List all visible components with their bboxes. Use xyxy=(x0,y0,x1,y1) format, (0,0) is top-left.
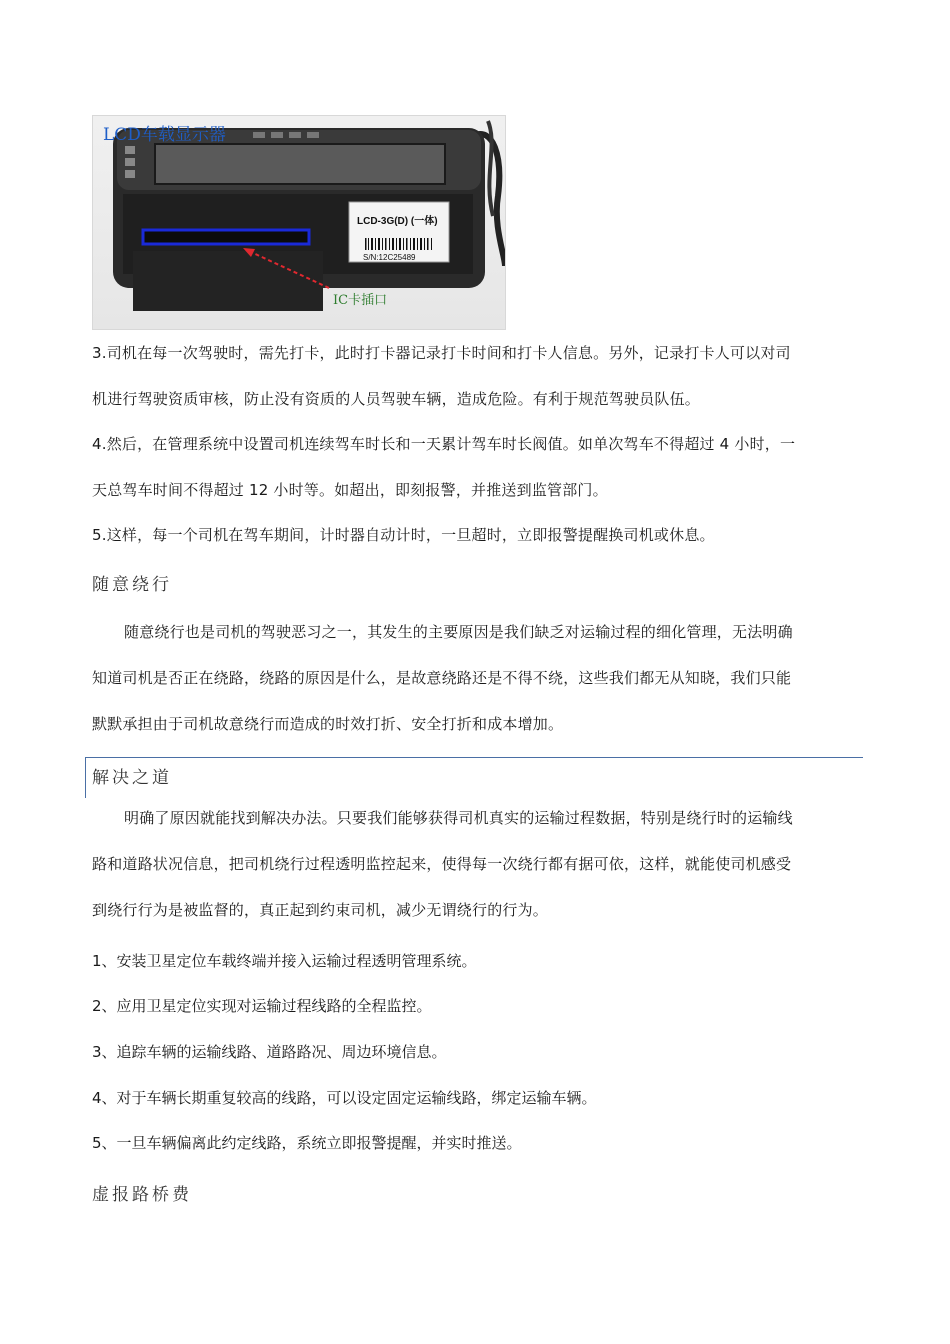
paragraph-5 xyxy=(92,512,862,558)
paragraph-line: 机进行驾驶资质审核，防止没有资质的人员驾驶车辆，造成危险。有利于规范驾驶员队伍。 xyxy=(92,390,701,408)
section-heading-false-toll: 虚报路桥费 xyxy=(92,1185,192,1205)
list-item: 2、应用卫星定位实现对运输过程线路的全程监控。 xyxy=(92,997,432,1015)
lcd-device-photo xyxy=(92,115,506,330)
lcd-device-illustration xyxy=(93,116,505,329)
section-heading-box xyxy=(85,757,863,798)
paragraph-line: 到绕行行为是被监督的，真正起到约束司机，减少无谓绕行的行为。 xyxy=(92,901,549,919)
paragraph-line: 随意绕行也是司机的驾驶恶习之一，其发生的主要原因是我们缺乏对运输过程的细化管理，无法明确 xyxy=(124,623,793,641)
section-heading-solution: 解决之道 xyxy=(92,768,172,788)
section-heading-detour: 随意绕行 xyxy=(92,575,172,595)
paragraph-line: 天总驾车时间不得超过 12 小时等。如超出，即刻报警，并推送到监管部门。 xyxy=(92,481,608,499)
list-item: 5、一旦车辆偏离此约定线路，系统立即报警提醒，并实时推送。 xyxy=(92,1134,522,1152)
paragraph-line: 4.然后，在管理系统中设置司机连续驾车时长和一天累计驾车时长阀值。如单次驾车不得超过 4 小时，一 xyxy=(92,435,796,453)
paragraph-3 xyxy=(92,330,862,422)
paragraph-line: 路和道路状况信息，把司机绕行过程透明监控起来，使得每一次绕行都有据可依，这样，就能使司机感受 xyxy=(92,855,792,873)
paragraph-solution xyxy=(92,795,862,933)
figure-title: LCD车载显示器 xyxy=(103,125,226,145)
paragraph-line: 知道司机是否正在绕路，绕路的原因是什么，是故意绕路还是不得不绕，这些我们都无从知晓，我们只能 xyxy=(92,669,792,687)
paragraph-line: 5.这样，每一个司机在驾车期间，计时器自动计时，一旦超时，立即报警提醒换司机或休息。 xyxy=(92,526,715,544)
paragraph-line: 明确了原因就能找到解决办法。只要我们能够获得司机真实的运输过程数据，特别是绕行时的运输线 xyxy=(124,809,793,827)
figure-serial: S/N:12C25489 xyxy=(363,253,416,262)
list-item: 3、追踪车辆的运输线路、道路路况、周边环境信息。 xyxy=(92,1043,447,1061)
paragraph-line: 默默承担由于司机故意绕行而造成的时效打折、安全打折和成本增加。 xyxy=(92,715,564,733)
paragraph-4 xyxy=(92,421,862,513)
list-item: 1、安装卫星定位车载终端并接入运输过程透明管理系统。 xyxy=(92,952,477,970)
figure-model: LCD-3G(D) (一体) xyxy=(357,216,438,227)
list-item: 4、对于车辆长期重复较高的线路，可以设定固定运输线路，绑定运输车辆。 xyxy=(92,1089,597,1107)
figure-slot-label: IC卡插口 xyxy=(333,293,388,308)
paragraph-detour xyxy=(92,609,862,747)
paragraph-line: 3.司机在每一次驾驶时，需先打卡，此时打卡器记录打卡时间和打卡人信息。另外，记录打卡人可以对司 xyxy=(92,344,791,362)
